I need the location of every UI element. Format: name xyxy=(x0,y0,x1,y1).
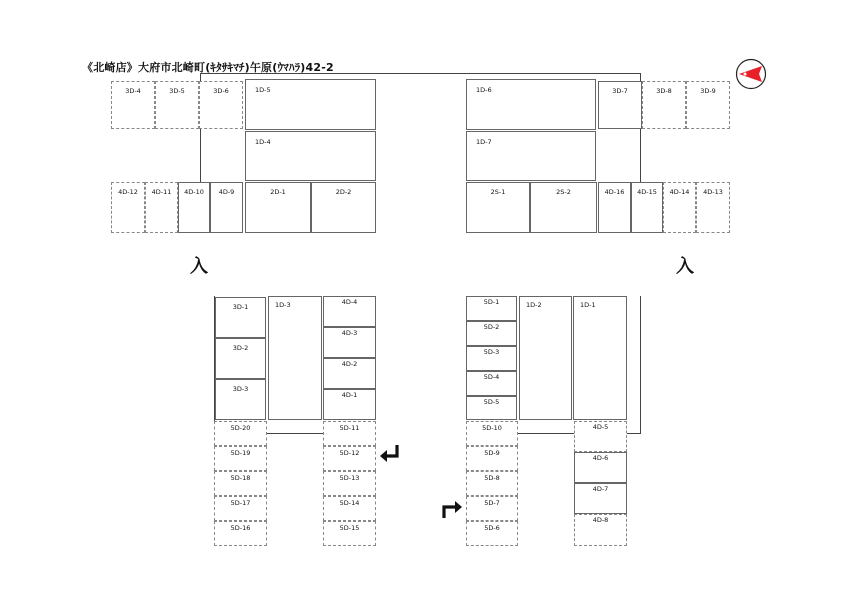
entrance-left-label: 入 xyxy=(190,256,208,277)
space-5D-8[interactable]: 5D-8 xyxy=(466,471,518,496)
space-4D-16[interactable]: 4D-16 xyxy=(598,182,631,233)
space-4D-5[interactable]: 4D-5 xyxy=(574,421,627,452)
space-4D-9[interactable]: 4D-9 xyxy=(210,182,243,233)
space-1D-4[interactable]: 1D-4 xyxy=(245,131,376,181)
space-5D-15[interactable]: 5D-15 xyxy=(323,521,376,546)
space-5D-6[interactable]: 5D-6 xyxy=(466,521,518,546)
space-5D-5[interactable]: 5D-5 xyxy=(466,396,517,420)
space-5D-19[interactable]: 5D-19 xyxy=(214,446,267,471)
space-3D-5[interactable]: 3D-5 xyxy=(155,81,199,129)
space-1D-6[interactable]: 1D-6 xyxy=(466,79,596,130)
space-5D-10[interactable]: 5D-10 xyxy=(466,421,518,446)
space-5D-7[interactable]: 5D-7 xyxy=(466,496,518,521)
space-3D-3[interactable]: 3D-3 xyxy=(215,379,266,420)
space-4D-14[interactable]: 4D-14 xyxy=(663,182,696,233)
space-5D-13[interactable]: 5D-13 xyxy=(323,471,376,496)
space-5D-14[interactable]: 5D-14 xyxy=(323,496,376,521)
space-5D-16[interactable]: 5D-16 xyxy=(214,521,267,546)
space-3D-6[interactable]: 3D-6 xyxy=(199,81,243,129)
space-3D-4[interactable]: 3D-4 xyxy=(111,81,155,129)
space-2S-1[interactable]: 2S-1 xyxy=(466,182,530,233)
space-5D-9[interactable]: 5D-9 xyxy=(466,446,518,471)
space-3D-9[interactable]: 3D-9 xyxy=(686,81,730,129)
space-4D-1[interactable]: 4D-1 xyxy=(323,389,376,420)
space-4D-11[interactable]: 4D-11 xyxy=(145,182,178,233)
space-4D-4[interactable]: 4D-4 xyxy=(323,296,376,327)
space-4D-3[interactable]: 4D-3 xyxy=(323,327,376,358)
space-4D-7[interactable]: 4D-7 xyxy=(574,483,627,514)
space-3D-7[interactable]: 3D-7 xyxy=(598,81,642,129)
space-2D-2[interactable]: 2D-2 xyxy=(311,182,376,233)
space-1D-5[interactable]: 1D-5 xyxy=(245,79,376,130)
space-1D-2[interactable]: 1D-2 xyxy=(519,296,572,420)
space-3D-1[interactable]: 3D-1 xyxy=(215,297,266,338)
compass-north-icon xyxy=(735,58,767,90)
space-5D-1[interactable]: 5D-1 xyxy=(466,296,517,321)
space-5D-20[interactable]: 5D-20 xyxy=(214,421,267,446)
space-2D-1[interactable]: 2D-1 xyxy=(245,182,311,233)
space-4D-15[interactable]: 4D-15 xyxy=(631,182,663,233)
space-4D-6[interactable]: 4D-6 xyxy=(574,452,627,483)
building-outline-top xyxy=(200,73,641,74)
space-3D-2[interactable]: 3D-2 xyxy=(215,338,266,379)
space-1D-1[interactable]: 1D-1 xyxy=(573,296,627,420)
space-5D-12[interactable]: 5D-12 xyxy=(323,446,376,471)
space-5D-2[interactable]: 5D-2 xyxy=(466,321,517,346)
space-5D-18[interactable]: 5D-18 xyxy=(214,471,267,496)
space-4D-12[interactable]: 4D-12 xyxy=(111,182,145,233)
space-4D-8[interactable]: 4D-8 xyxy=(574,514,627,546)
space-5D-3[interactable]: 5D-3 xyxy=(466,346,517,371)
space-4D-2[interactable]: 4D-2 xyxy=(323,358,376,389)
space-3D-8[interactable]: 3D-8 xyxy=(642,81,686,129)
space-5D-17[interactable]: 5D-17 xyxy=(214,496,267,521)
space-5D-11[interactable]: 5D-11 xyxy=(323,421,376,446)
space-5D-4[interactable]: 5D-4 xyxy=(466,371,517,396)
entrance-right-label: 入 xyxy=(676,256,694,277)
space-4D-10[interactable]: 4D-10 xyxy=(178,182,210,233)
turn-left-arrow-icon xyxy=(378,443,402,465)
space-4D-13[interactable]: 4D-13 xyxy=(696,182,730,233)
page-title: 《北崎店》大府市北崎町(ｷﾀｻｷﾏﾁ)午原(ｳﾏﾊﾗ)42-2 xyxy=(82,61,334,74)
space-1D-7[interactable]: 1D-7 xyxy=(466,131,596,181)
space-2S-2[interactable]: 2S-2 xyxy=(530,182,597,233)
space-1D-3[interactable]: 1D-3 xyxy=(268,296,322,420)
turn-right-arrow-icon xyxy=(440,498,464,520)
